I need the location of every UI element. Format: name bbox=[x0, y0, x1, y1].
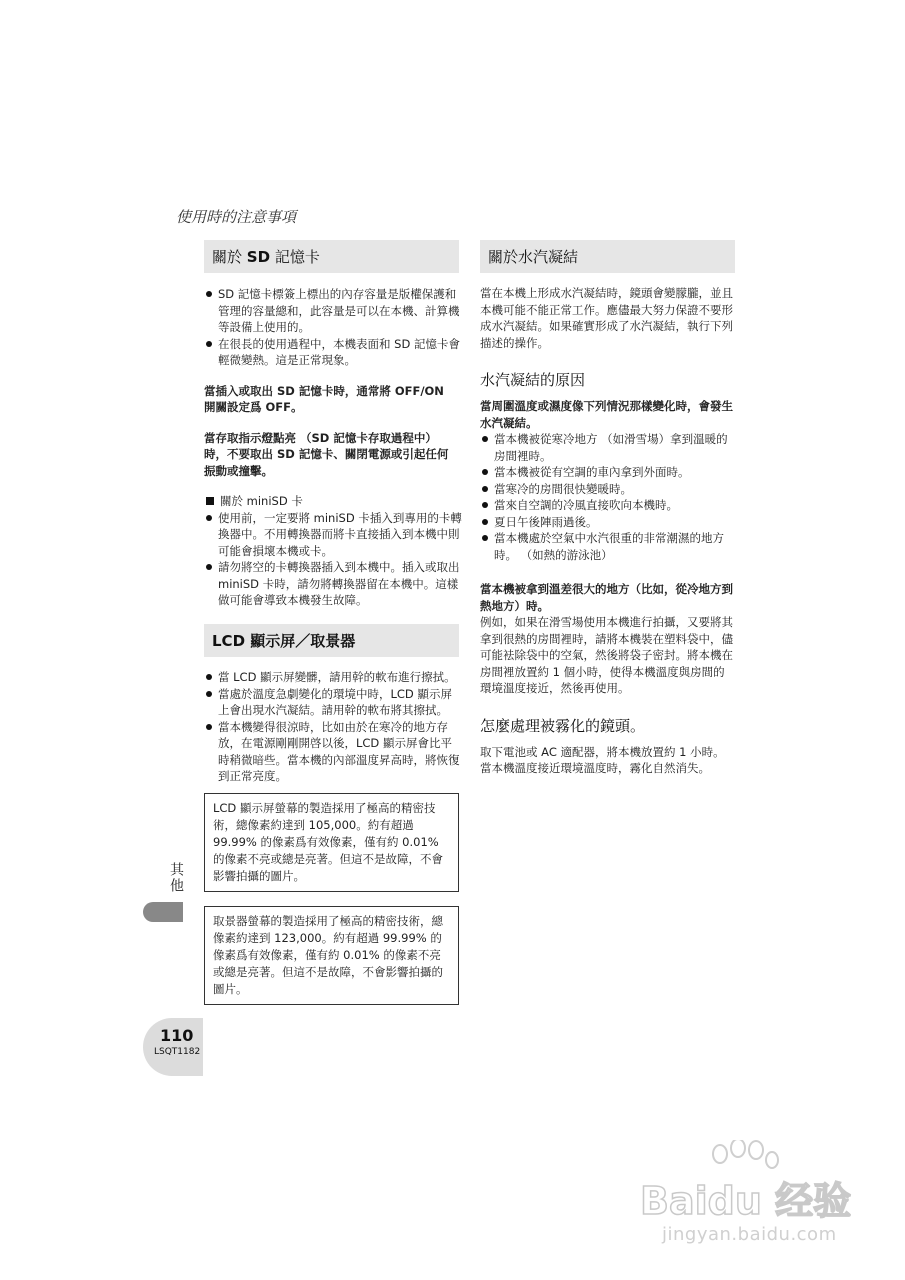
list-item: 當本機變得很涼時，比如由於在寒冷的地方存放，在電源剛剛開啓以後，LCD 顯示屏會比平時稍微暗些。當本機的內部溫度昇高時，將恢復到正常亮度。 bbox=[204, 719, 462, 785]
list-item: 請勿將空的卡轉換器插入到本機中。插入或取出 miniSD 卡時，請勿將轉換器留在本機中。這樣做可能會導致本機發生故障。 bbox=[204, 559, 462, 609]
baidu-watermark bbox=[640, 1140, 860, 1260]
page-number: 110 bbox=[160, 1026, 194, 1045]
temperature-change-heading: 當本機被拿到溫差很大的地方（比如，從冷地方到熱地方）時。 bbox=[480, 582, 733, 613]
lcd-bullets bbox=[204, 669, 462, 785]
minisd-bullets bbox=[204, 510, 462, 609]
list-item: 在很長的使用過程中，本機表面和 SD 記憶卡會輕微變熱。這是正常現象。 bbox=[204, 336, 462, 369]
lcd-section bbox=[204, 624, 484, 785]
list-item: 當來自空調的冷風直接吹向本機時。 bbox=[480, 497, 735, 514]
minisd-heading: 關於 miniSD 卡 bbox=[204, 493, 484, 510]
right-column bbox=[480, 240, 735, 777]
list-item: 當本機被從有空調的車內拿到外面時。 bbox=[480, 464, 735, 481]
fogged-lens-text: 取下電池或 AC 適配器，將本機放置約 1 小時。當本機溫度接近環境溫度時，霧化自然消失。 bbox=[480, 744, 725, 775]
watermark-logo: Baidu 经验 bbox=[640, 1179, 852, 1223]
list-item: 當本機處於空氣中水汽很重的非常潮濕的地方時。 （如熱的游泳池） bbox=[480, 530, 735, 563]
lcd-info-box: LCD 顯示屏螢幕的製造採用了極高的精密技術，總像素約達到 105,000。約有超過 99.99% 的像素爲有效像素，僅有約 0.01% 的像素不亮或總是亮著。但這不是故障，不會影響拍攝的圖片。 bbox=[204, 793, 459, 892]
temperature-change-text: 例如，如果在滑雪場使用本機進行拍攝，又要將其拿到很熱的房間裡時，請將本機裝在塑料袋中，儘可能袪除袋中的空氣，然後將袋子密封。將本機在房間裡放置約 1 個小時，使得本機溫度與房間的環境溫度接近，然後再使用。 bbox=[480, 615, 733, 695]
sd-card-section-heading: 關於 SD 記憶卡 bbox=[204, 240, 459, 273]
list-item: 當 LCD 顯示屏變髒，請用幹的軟布進行擦拭。 bbox=[204, 669, 462, 686]
list-item: 使用前，一定要將 miniSD 卡插入到專用的卡轉換器中。不用轉換器而將卡直接插入到本機中則可能會損壞本機或卡。 bbox=[204, 510, 462, 560]
lcd-section-heading: LCD 顯示屏／取景器 bbox=[204, 624, 459, 657]
sd-insert-note: 當插入或取出 SD 記憶卡時，通常將 OFF/ON 開關設定爲 OFF。 bbox=[204, 383, 444, 414]
side-tab-marker bbox=[143, 902, 183, 922]
viewfinder-info-box: 取景器螢幕的製造採用了極高的精密技術，總像素約達到 123,000。約有超過 99.99% 的像素爲有效像素，僅有約 0.01% 的像素不亮或總是亮著。但這不是故障，不會影響拍攝的圖片。 bbox=[204, 906, 459, 1005]
sd-access-note: 當存取指示燈點亮 （SD 記憶卡存取過程中）時，不要取出 SD 記憶卡、關閉電源或引起任何振動或撞擊。 bbox=[204, 430, 449, 478]
list-item: SD 記憶卡標簽上標出的內存容量是版權保護和管理的容量總和，此容量是可以在本機、計算機等設備上使用的。 bbox=[204, 286, 462, 336]
list-item: 當處於溫度急劇變化的環境中時，LCD 顯示屏上會出現水汽凝結。請用幹的軟布將其擦拭。 bbox=[204, 686, 462, 719]
fogged-lens-heading: 怎麼處理被霧化的鏡頭。 bbox=[480, 716, 646, 735]
page-code: LSQT1182 bbox=[154, 1047, 201, 1057]
sd-card-bullets bbox=[204, 286, 462, 369]
condensation-cause-lead: 當周圍溫度或濕度像下列情況那樣變化時，會發生水汽凝結。 bbox=[480, 399, 733, 430]
page-title: 使用時的注意事項 bbox=[176, 208, 297, 226]
list-item: 當寒冷的房間很快變暖時。 bbox=[480, 481, 735, 498]
condensation-cause-heading: 水汽凝結的原因 bbox=[480, 371, 586, 389]
left-column bbox=[204, 240, 484, 609]
condensation-cause-bullets bbox=[480, 431, 735, 563]
side-tab-label: 其他 bbox=[168, 862, 184, 894]
list-item: 夏日午後陣雨過後。 bbox=[480, 514, 735, 531]
list-item: 當本機被從寒冷地方 （如滑雪場）拿到溫暖的房間裡時。 bbox=[480, 431, 735, 464]
condensation-intro: 當在本機上形成水汽凝結時，鏡頭會變朦朧，並且本機可能不能正常工作。應儘最大努力保證不要形成水汽凝結。如果確實形成了水汽凝結，執行下列描述的操作。 bbox=[480, 286, 733, 350]
watermark-url: jingyan.baidu.com bbox=[662, 1224, 837, 1245]
condensation-section-heading: 關於水汽凝結 bbox=[480, 240, 735, 273]
